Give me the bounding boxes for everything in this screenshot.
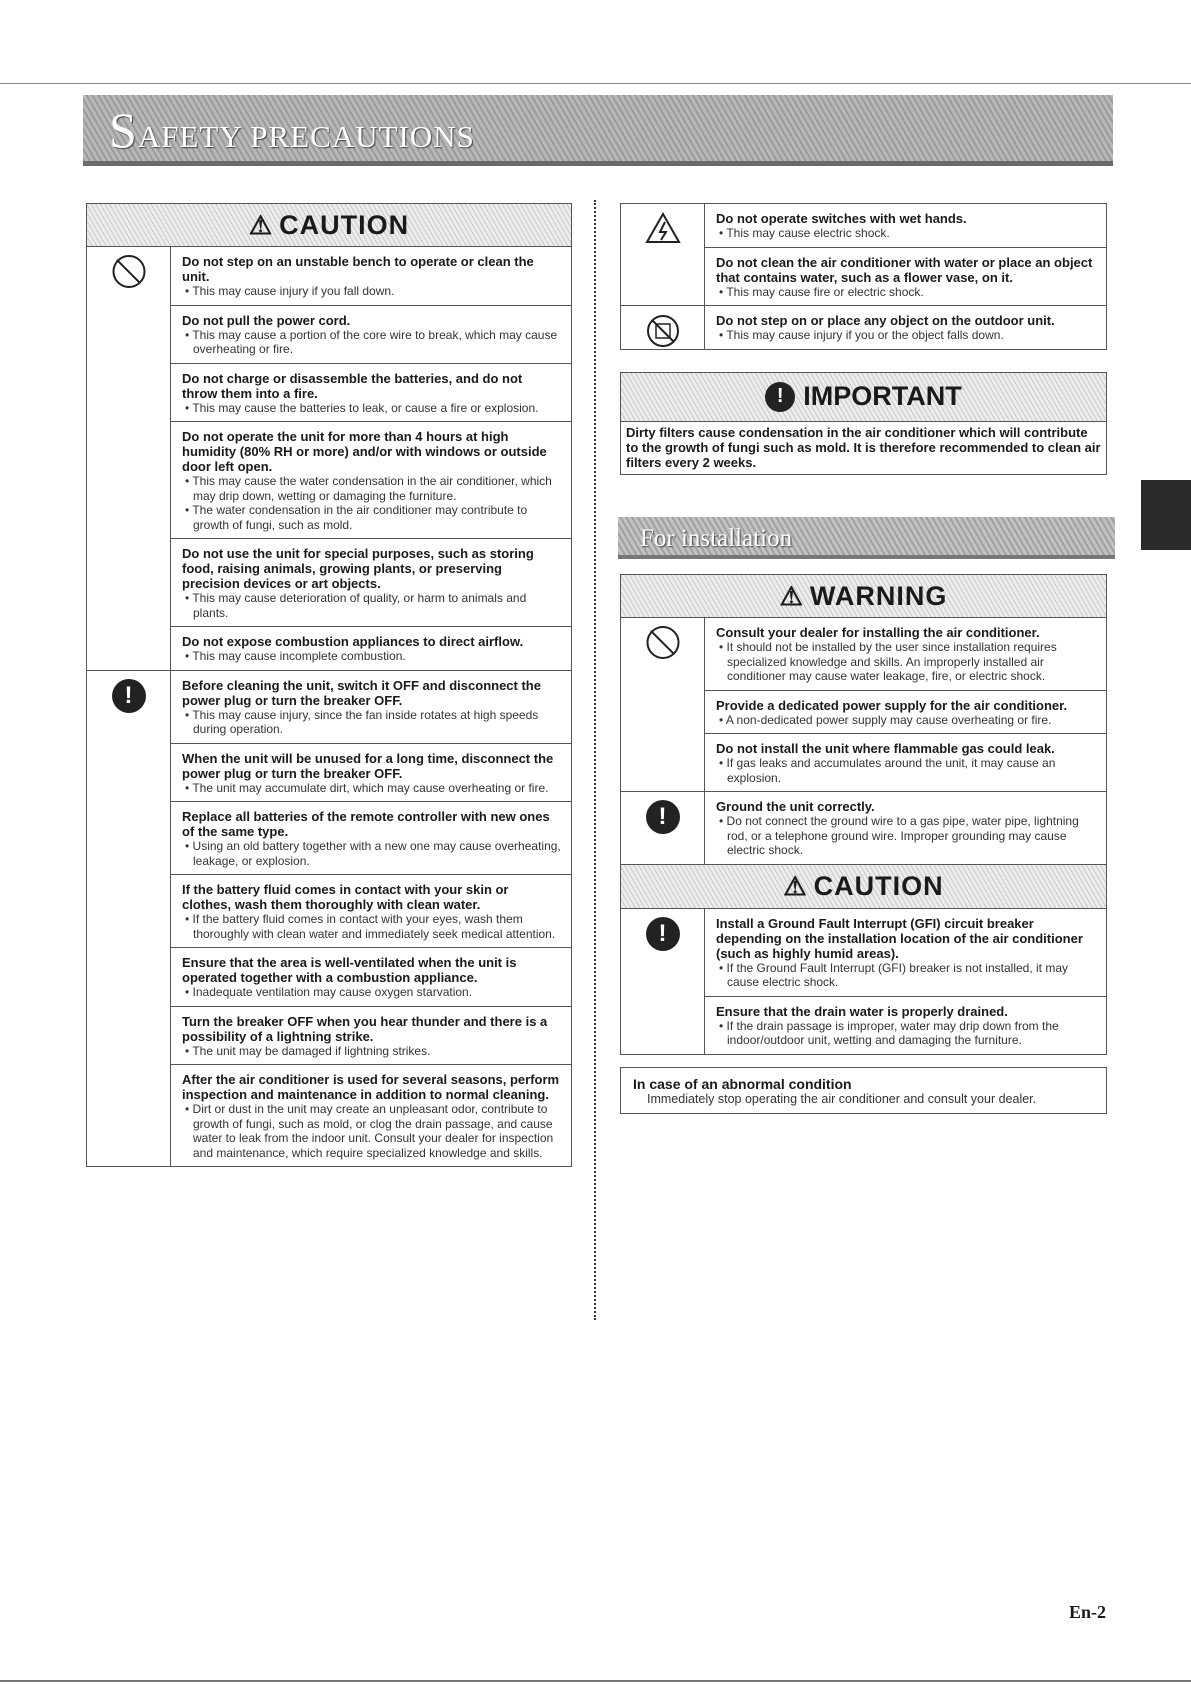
icon-cell [87,247,171,670]
precaution-item [705,909,1106,997]
precaution-detail: • This may cause deterioration of quality, or harm to animals and plants. [185,591,527,620]
precaution-item [171,1007,571,1066]
precaution-heading: Do not expose combustion appliances to direct airflow. [182,634,524,649]
precaution-item [171,744,571,803]
important-text: Dirty filters cause condensation in the air conditioner which will contribute to the growth of fungi such as mold. It is therefore recommended to clean air filters every 2 weeks. [626,424,1101,470]
precaution-detail: • This may cause incomplete combustion. [185,649,406,663]
precaution-group [620,618,1107,792]
bottom-rule [0,1680,1191,1682]
precaution-heading: Do not clean the air conditioner with water or place an object that contains water, such as a flower vase, on it. [716,254,1093,285]
precaution-detail: • If gas leaks and accumulates around the unit, it may cause an explosion. [719,756,1056,785]
installation-banner [618,517,1115,559]
precaution-item [171,948,571,1007]
precaution-item [171,627,571,670]
precaution-detail: • If the Ground Fault Interrupt (GFI) breaker is not installed, it may cause electric shock. [719,960,1069,989]
precaution-detail: • This may cause injury if you or the object falls down. [719,328,1004,342]
mandatory-icon: ! [112,679,146,713]
precaution-group [620,792,1107,865]
precaution-group [620,204,1107,306]
abnormal-condition-box [620,1067,1107,1114]
precaution-detail: • This may cause electric shock. [719,226,890,240]
icon-cell [621,618,705,791]
precaution-item [705,618,1106,691]
precaution-heading: Do not pull the power cord. [182,312,351,328]
caution-header: ⚠ CAUTION [86,203,572,247]
precaution-heading: Do not step on or place any object on the outdoor unit. [716,313,1055,328]
mandatory-icon: ! [646,800,680,834]
mandatory-icon: ! [765,382,795,412]
precaution-heading: After the air conditioner is used for several seasons, perform inspection and maintenance in addition to normal cleaning. [182,1072,560,1102]
precaution-heading: Provide a dedicated power supply for the air conditioner. [716,697,1068,713]
precaution-heading: Do not operate the unit for more than 4 hours at high humidity (80% RH or more) and/or with windows or outside door left open. [182,429,547,474]
prohibition-icon [646,626,679,659]
precaution-item [171,364,571,423]
precaution-heading: Ground the unit correctly. [716,799,875,814]
precaution-detail: • This may cause a portion of the core wire to break, which may cause overheating or fire. [185,327,558,356]
section-banner [83,95,1113,166]
precaution-heading: Turn the breaker OFF when you hear thunder and there is a possibility of a lightning strike. [182,1013,548,1044]
warning-triangle-icon: ⚠ [779,580,804,611]
precaution-heading: Do not use the unit for special purposes, such as storing food, raising animals, growing plants, or preserving precision devices or art objects. [182,546,534,591]
mandatory-icon: ! [646,917,680,951]
precaution-heading: When the unit will be unused for a long time, disconnect the power plug or turn the breaker OFF. [182,750,554,781]
important-box [620,372,1107,475]
precaution-item [171,247,571,306]
precaution-item [705,691,1106,735]
precaution-heading: Ensure that the drain water is properly drained. [716,1003,1008,1019]
precaution-item [171,875,571,948]
precaution-group [620,306,1107,350]
precaution-detail: • This may cause injury if you fall down. [185,284,395,298]
precaution-heading: Install a Ground Fault Interrupt (GFI) circuit breaker depending on the installation location of the air conditioner (such as highly humid areas). [716,915,1083,961]
warning-header: ⚠ WARNING [620,574,1107,618]
precaution-heading: Before cleaning the unit, switch it OFF and disconnect the power plug or turn the breaker OFF. [182,677,541,708]
precaution-group [620,909,1107,1055]
icon-cell [621,204,705,305]
left-column [86,203,572,1167]
right-column [620,203,1107,475]
installation-title: For installation [640,525,793,552]
abnormal-title: In case of an abnormal condition [633,1075,852,1092]
icon-cell [621,792,705,864]
no-step-icon [646,314,680,353]
precaution-detail: • This may cause the water condensation in the air conditioner, which may drip down, wetting or damaging the furniture. [185,474,552,503]
icon-cell [621,909,705,1054]
precaution-detail: • The unit may accumulate dirt, which may cause overheating or fire. [185,780,549,795]
precaution-detail: • If the battery fluid comes in contact with your eyes, wash them thoroughly with clean water and immediately seek medical attention. [185,912,556,941]
precaution-item [171,1065,571,1166]
page-number: En-2 [1069,1602,1107,1622]
precaution-detail: • Do not connect the ground wire to a gas pipe, water pipe, lightning rod, or a telephone ground wire. Improper grounding may cause electric shock. [719,814,1079,857]
precaution-item [171,306,571,364]
precaution-detail: • Using an old battery together with a new one may cause overheating, leakage, or explosion. [185,839,561,868]
prohibition-icon [112,255,145,288]
precaution-detail: • A non-dedicated power supply may cause overheating or fire. [719,712,1052,727]
top-rule [0,83,1191,84]
precaution-item [705,997,1106,1054]
precaution-item [705,734,1106,791]
precaution-detail: • This may cause the batteries to leak, or cause a fire or explosion. [185,400,539,415]
caution-header-2: ⚠ CAUTION [620,865,1107,909]
precaution-heading: Consult your dealer for installing the air conditioner. [716,625,1040,640]
precaution-heading: Ensure that the area is well-ventilated when the unit is operated together with a combustion appliance. [182,955,517,985]
warning-triangle-icon: ⚠ [248,209,274,240]
precaution-group [86,671,572,1168]
abnormal-text: Immediately stop operating the air conditioner and consult your dealer. [647,1091,1037,1106]
precaution-detail: • This may cause fire or electric shock. [719,284,924,299]
precaution-item [171,671,571,744]
precaution-item [171,539,571,627]
section-tab [1141,480,1191,550]
icon-cell [87,671,171,1167]
precaution-heading: Do not charge or disassemble the batteries, and do not throw them into a fire. [182,370,523,401]
precaution-heading: If the battery fluid comes in contact with your skin or clothes, wash them thoroughly with clean water. [182,882,509,912]
precaution-item [705,248,1106,306]
precaution-detail: • If the drain passage is improper, water may drip down from the indoor/outdoor unit, wetting and damaging the furniture. [719,1018,1059,1047]
precaution-heading: Do not operate switches with wet hands. [716,211,967,226]
precaution-detail: • The unit may be damaged if lightning strikes. [185,1043,431,1058]
precaution-heading: Do not install the unit where flammable gas could leak. [716,741,1055,756]
precaution-detail: • It should not be installed by the user since installation requires specialized knowledge and skills. An improperly installed air conditioner may cause water leakage, fire, or electric shock. [719,640,1057,683]
warning-triangle-icon: ⚠ [783,870,808,901]
column-divider [594,200,596,1320]
installation-section [620,574,1107,1114]
precaution-detail: • The water condensation in the air conditioner may contribute to growth of fungi, such as mold. [185,503,528,532]
page-title: SAFETY PRECAUTIONS [109,102,475,158]
precaution-detail: • Dirt or dust in the unit may create an unpleasant odor, contribute to growth of fungi, such as mold, or clog the drain passage, and cause water to leak from the indoor unit. Consult your dealer for inspection and maintenance, which require specialized knowledge and skills. [185,1102,554,1160]
precaution-heading: Replace all batteries of the remote controller with new ones of the same type. [182,809,550,839]
precaution-item [705,306,1106,349]
electric-shock-icon [645,212,681,249]
precaution-item [705,204,1106,248]
precaution-heading: Do not step on an unstable bench to operate or clean the unit. [182,254,534,284]
important-header: ! IMPORTANT [621,373,1106,422]
precaution-item [705,792,1106,864]
precaution-group [86,247,572,671]
precaution-detail: • This may cause injury, since the fan inside rotates at high speeds during operation. [185,707,539,736]
icon-cell [621,306,705,349]
precaution-item [171,802,571,875]
precaution-detail: • Inadequate ventilation may cause oxygen starvation. [185,985,473,999]
precaution-item [171,422,571,539]
